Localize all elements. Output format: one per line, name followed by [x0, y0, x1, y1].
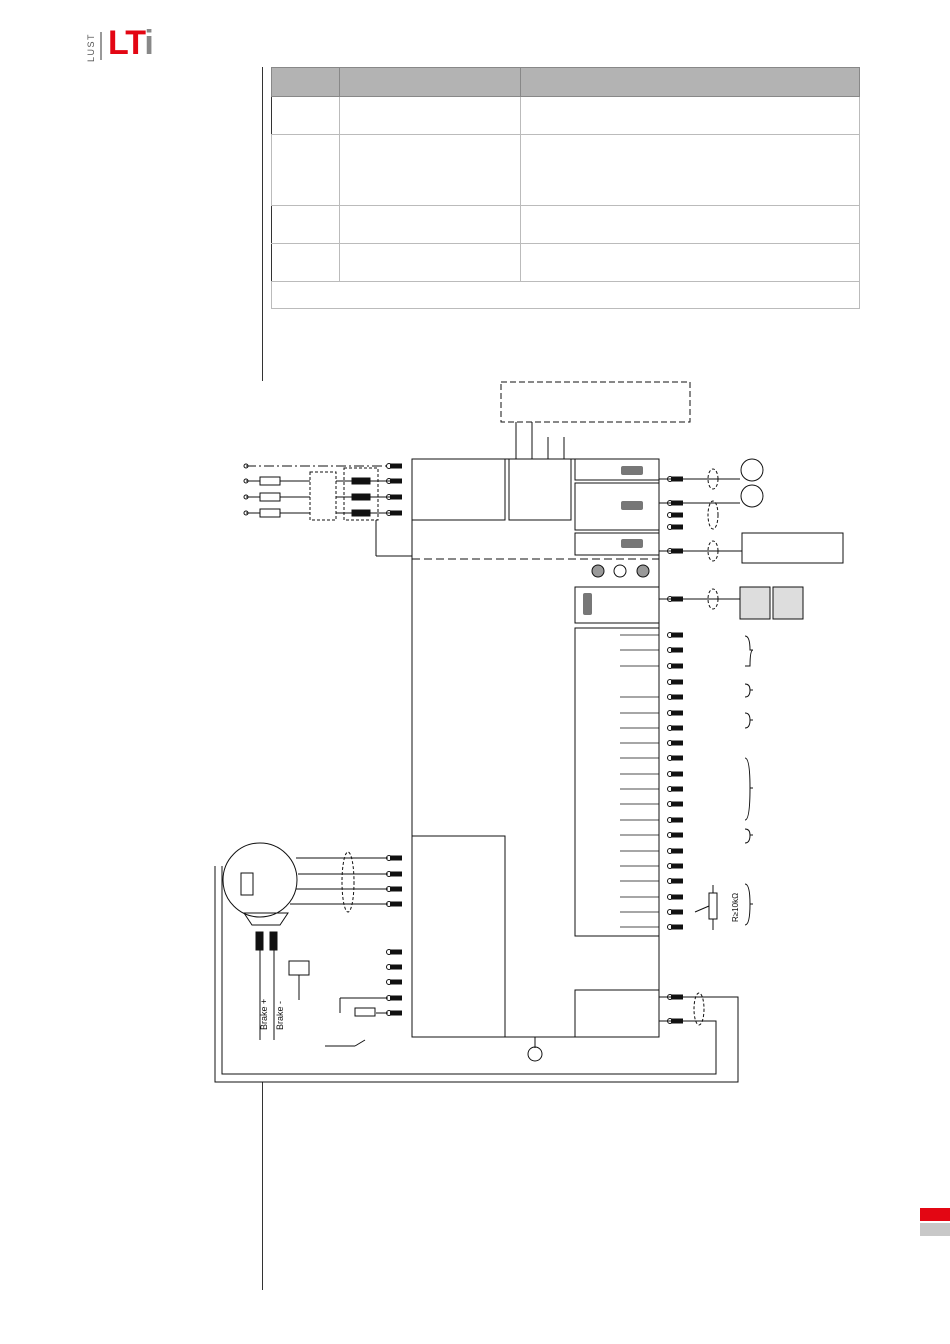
- table-row: [272, 135, 860, 206]
- logo-brand-lt: LT: [108, 24, 145, 62]
- table-cell: [340, 206, 521, 244]
- table-cell: [521, 97, 860, 135]
- table-row: [272, 97, 860, 135]
- terminal-table: [271, 67, 860, 309]
- table-header-row: [272, 68, 860, 97]
- logo-brand: [108, 24, 153, 63]
- table-cell: [272, 206, 340, 244]
- logo-brand-i: i: [144, 24, 153, 62]
- section-tab-inactive: [920, 1223, 950, 1236]
- table-header-cell: [521, 68, 860, 97]
- table-cell: [272, 282, 860, 309]
- brake-plus-label: Brake +: [259, 998, 269, 1030]
- table-cell: [272, 135, 340, 206]
- company-logo: [86, 24, 176, 64]
- table-cell: [272, 244, 340, 282]
- wiring-diagram: [210, 378, 850, 1088]
- table-header-cell: [340, 68, 521, 97]
- table-cell: [340, 135, 521, 206]
- table-row: [272, 282, 860, 309]
- section-tab-active: [920, 1208, 950, 1221]
- table-cell: [340, 244, 521, 282]
- table-cell: [272, 97, 340, 135]
- table-row: [272, 244, 860, 282]
- margin-line-top: [262, 67, 263, 381]
- table-cell: [521, 206, 860, 244]
- table-cell: [521, 244, 860, 282]
- table-cell: [521, 135, 860, 206]
- logo-lust-text: LUST: [86, 32, 96, 62]
- table-row: [272, 206, 860, 244]
- margin-line-bottom: [262, 1082, 263, 1290]
- resistor-label: R≥10kΩ: [731, 892, 740, 922]
- logo-divider: [100, 32, 102, 60]
- table-header-cell: [272, 68, 340, 97]
- table-cell: [340, 97, 521, 135]
- brake-minus-label: Brake -: [275, 1000, 285, 1030]
